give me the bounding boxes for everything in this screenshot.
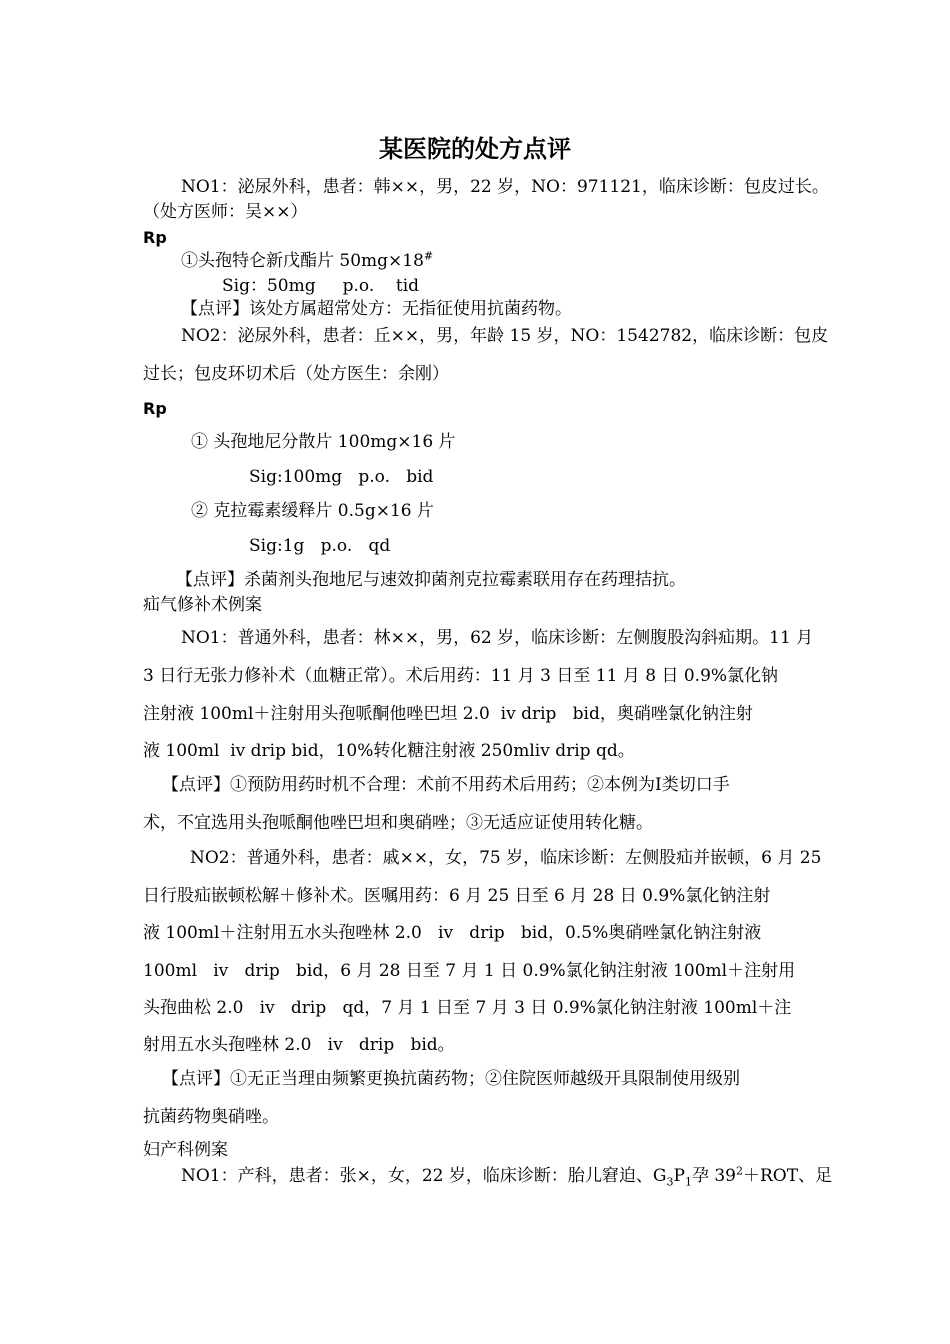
paragraph-line: NO1：产科，患者：张×，女，22 岁，临床诊断：胎儿窘迫、$G_3P_1$孕 $39^2+ROT$、足	[181, 1164, 833, 1189]
paragraph-line: 注射液 100ml＋注射用头孢哌酮他唑巴坦 2.0 iv drip bid，奥硝唑氯化钠注射	[143, 704, 753, 724]
paragraph-line: 100ml iv drip bid，6 月 28 日至 7 月 1 日 0.9%氯化钠注射液 100ml＋注射用	[143, 961, 796, 981]
drug-line: ① 头孢地尼分散片 100mg×16 片	[191, 432, 456, 452]
rp-label: Rp	[143, 399, 167, 418]
section-heading: 妇产科例案	[143, 1140, 228, 1160]
paragraph-line: NO1：普通外科，患者：林××，男，62 岁，临床诊断：左侧腹股沟斜疝期。11 月	[181, 628, 814, 648]
case-2-diagnosis: 过长；包皮环切术后（处方医生：余刚）	[143, 364, 449, 384]
comment-line: 【点评】该处方属超常处方：无指征使用抗菌药物。	[181, 299, 572, 319]
comment-line: 【点评】①无正当理由频繁更换抗菌药物；②住院医师越级开具限制使用级别	[162, 1069, 740, 1089]
case-2-header: NO2：泌尿外科，患者：丘××，男，年龄 15 岁，NO：1542782，临床诊断：包皮	[181, 326, 829, 346]
paragraph-line: NO2：普通外科，患者：戚××，女，75 岁，临床诊断：左侧股疝并嵌顿，6 月 25	[190, 848, 822, 868]
case-1-header: NO1：泌尿外科，患者：韩××，男，22 岁，NO：971121，临床诊断：包皮过长。	[181, 177, 829, 197]
comment-line: 【点评】①预防用药时机不合理：术前不用药术后用药；②本例为Ⅰ类切口手	[162, 775, 730, 795]
paragraph-line: 3 日行无张力修补术（血糖正常）。术后用药：11 月 3 日至 11 月 8 日 0.9%氯化钠	[143, 666, 779, 686]
sig-line: Sig：50mg p.o. tid	[222, 276, 420, 296]
case-1-doctor: （处方医师：吴××）	[143, 202, 308, 222]
paragraph-line: 射用五水头孢唑林 2.0 iv drip bid。	[143, 1035, 455, 1055]
paragraph-line: 液 100ml＋注射用五水头孢唑林 2.0 iv drip bid，0.5%奥硝唑氯化钠注射液	[143, 923, 762, 943]
section-heading: 疝气修补术例案	[143, 595, 262, 615]
paragraph-line: 日行股疝嵌顿松解＋修补术。医嘱用药：6 月 25 日至 6 月 28 日 0.9%氯化钠注射	[143, 886, 771, 906]
comment-line: 【点评】杀菌剂头孢地尼与速效抑菌剂克拉霉素联用存在药理拮抗。	[176, 570, 686, 590]
sig-line: Sig:100mg p.o. bid	[249, 467, 434, 487]
rp-label: Rp	[143, 228, 167, 247]
drug-line: ①头孢特仑新戊酯片 50mg×18#	[181, 249, 434, 271]
sig-line: Sig:1g p.o. qd	[249, 536, 391, 556]
page-title: 某医院的处方点评	[379, 135, 571, 163]
drug-line: ② 克拉霉素缓释片 0.5g×16 片	[191, 501, 435, 521]
paragraph-line: 液 100ml iv drip bid，10%转化糖注射液 250mliv drip qd。	[143, 741, 635, 761]
paragraph-line: 头孢曲松 2.0 iv drip qd，7 月 1 日至 7 月 3 日 0.9%氯化钠注射液 100ml＋注	[143, 998, 792, 1018]
comment-line: 术，不宜选用头孢哌酮他唑巴坦和奥硝唑；③无适应证使用转化糖。	[143, 813, 653, 833]
comment-line: 抗菌药物奥硝唑。	[143, 1107, 279, 1127]
